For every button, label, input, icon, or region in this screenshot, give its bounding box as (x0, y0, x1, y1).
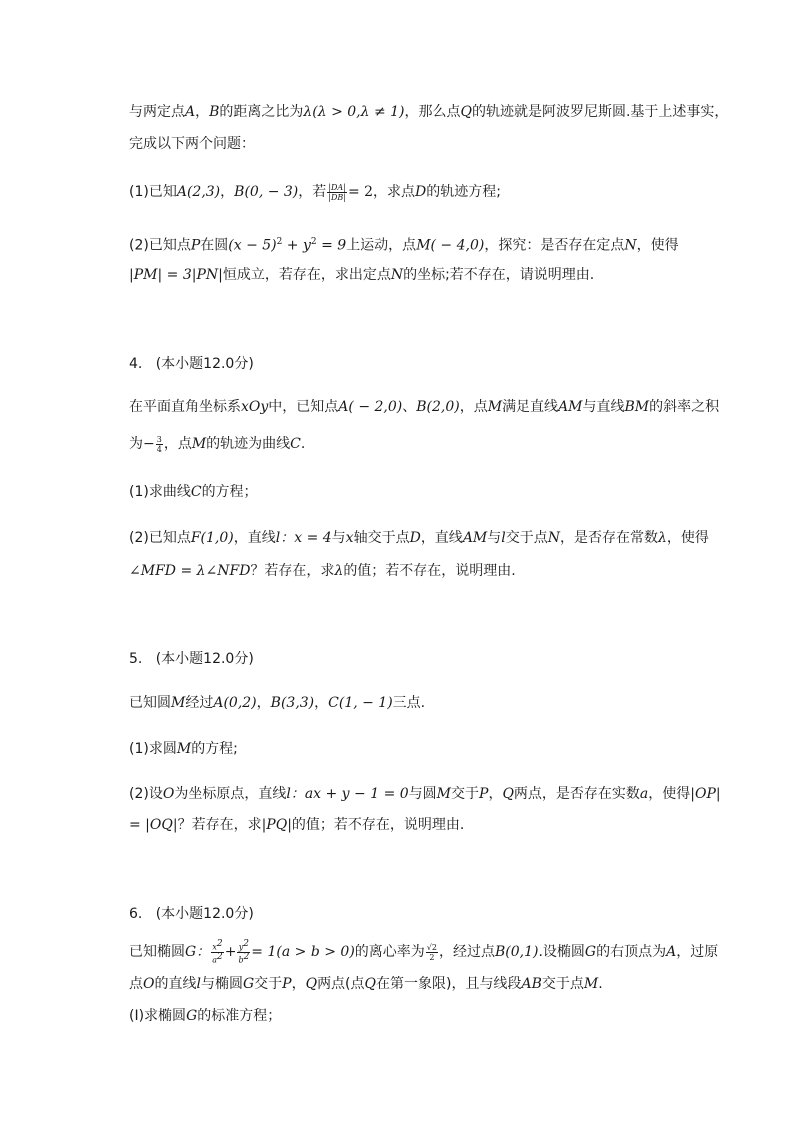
q4-sub-1: (1)求曲线C的方程； (129, 484, 258, 500)
q5-line-1: 已知圆M经过A(0,2)，B(3,3)，C(1, − 1)三点. (129, 695, 426, 711)
q4-header: 4. (本小题12.0分) (129, 356, 254, 372)
q5-header: 5. (本小题12.0分) (129, 651, 254, 667)
fraction-y2-b2: $\frac{y^2}{b^2}$ (238, 939, 250, 965)
q5-sub-2-line-1: (2)设O为坐标原点，直线l：ax + y − 1 = 0与圆M交于P，Q两点，是否存在实数a，使得|OP| (129, 786, 721, 802)
q6-sub-1: (Ⅰ)求椭圆G的标准方程； (129, 1008, 282, 1024)
q6-line-1: 已知椭圆G： $\frac{x^2}{a^2}$ + $\frac{y^2}{b^2}$ = 1(a > b > 0)的离心率为 $\frac{√2}{2}$ ，经过点B(0,1).设椭圆G的右顶点为A，过原 (129, 939, 719, 965)
fraction-x2-a2: $\frac{x^2}{a^2}$ (212, 939, 223, 965)
q5-sub-1: (1)求圆M的方程; (129, 741, 238, 757)
q6-header: 6. (本小题12.0分) (129, 906, 254, 922)
fraction-da-db: $\frac{|DA|}{|DB|}$ (328, 182, 346, 202)
fraction-root2-over-2: $\frac{√2}{2}$ (426, 942, 437, 962)
intro-part-2-line-1: (2)已知点P在圆$(x - 5)^2 + y^2 = 9$上运动，点M( − 4,0)，探究：是否存在定点N，使得 (129, 237, 679, 254)
q5-sub-2-line-2: = |OQ|？若存在，求|PQ|的值；若不存在，说明理由. (129, 817, 465, 833)
intro-part-1: (1)已知A(2,3)，B(0, − 3)，若 $\frac{|DA|}{|DB|}$ = 2，求点D的轨迹方程; (129, 182, 501, 202)
intro-part-2-line-2: |PM| = 3|PN|恒成立，若存在，求出定点N的坐标;若不存在，请说明理由. (129, 267, 595, 283)
q4-sub-2-line-1: (2)已知点F(1,0)，直线l：x = 4与x轴交于点D，直线AM与l交于点N，是否存在常数λ，使得 (129, 530, 709, 546)
intro-line-1: 与两定点A，B的距离之比为λ(λ > 0,λ ≠ 1)，那么点Q的轨迹就是阿波罗尼斯圆.基于上述事实， (129, 104, 729, 120)
q4-sub-2-line-2: ∠MFD = λ∠NFD？若存在，求λ的值；若不存在，说明理由. (129, 563, 516, 579)
q6-line-2: 点O的直线l与椭圆G交于P，Q两点(点Q在第一象限)，且与线段AB交于点M. (129, 976, 603, 992)
q4-line-2: 为− $\frac{3}{4}$ ，点M的轨迹为曲线C. (129, 434, 306, 454)
intro-line-2: 完成以下两个问题： (129, 136, 255, 152)
q4-line-1: 在平面直角坐标系xOy中，已知点A( − 2,0)、B(2,0)，点M满足直线AM与直线BM的斜率之积 (129, 399, 720, 415)
fraction-three-fourths: $\frac{3}{4}$ (156, 434, 162, 454)
